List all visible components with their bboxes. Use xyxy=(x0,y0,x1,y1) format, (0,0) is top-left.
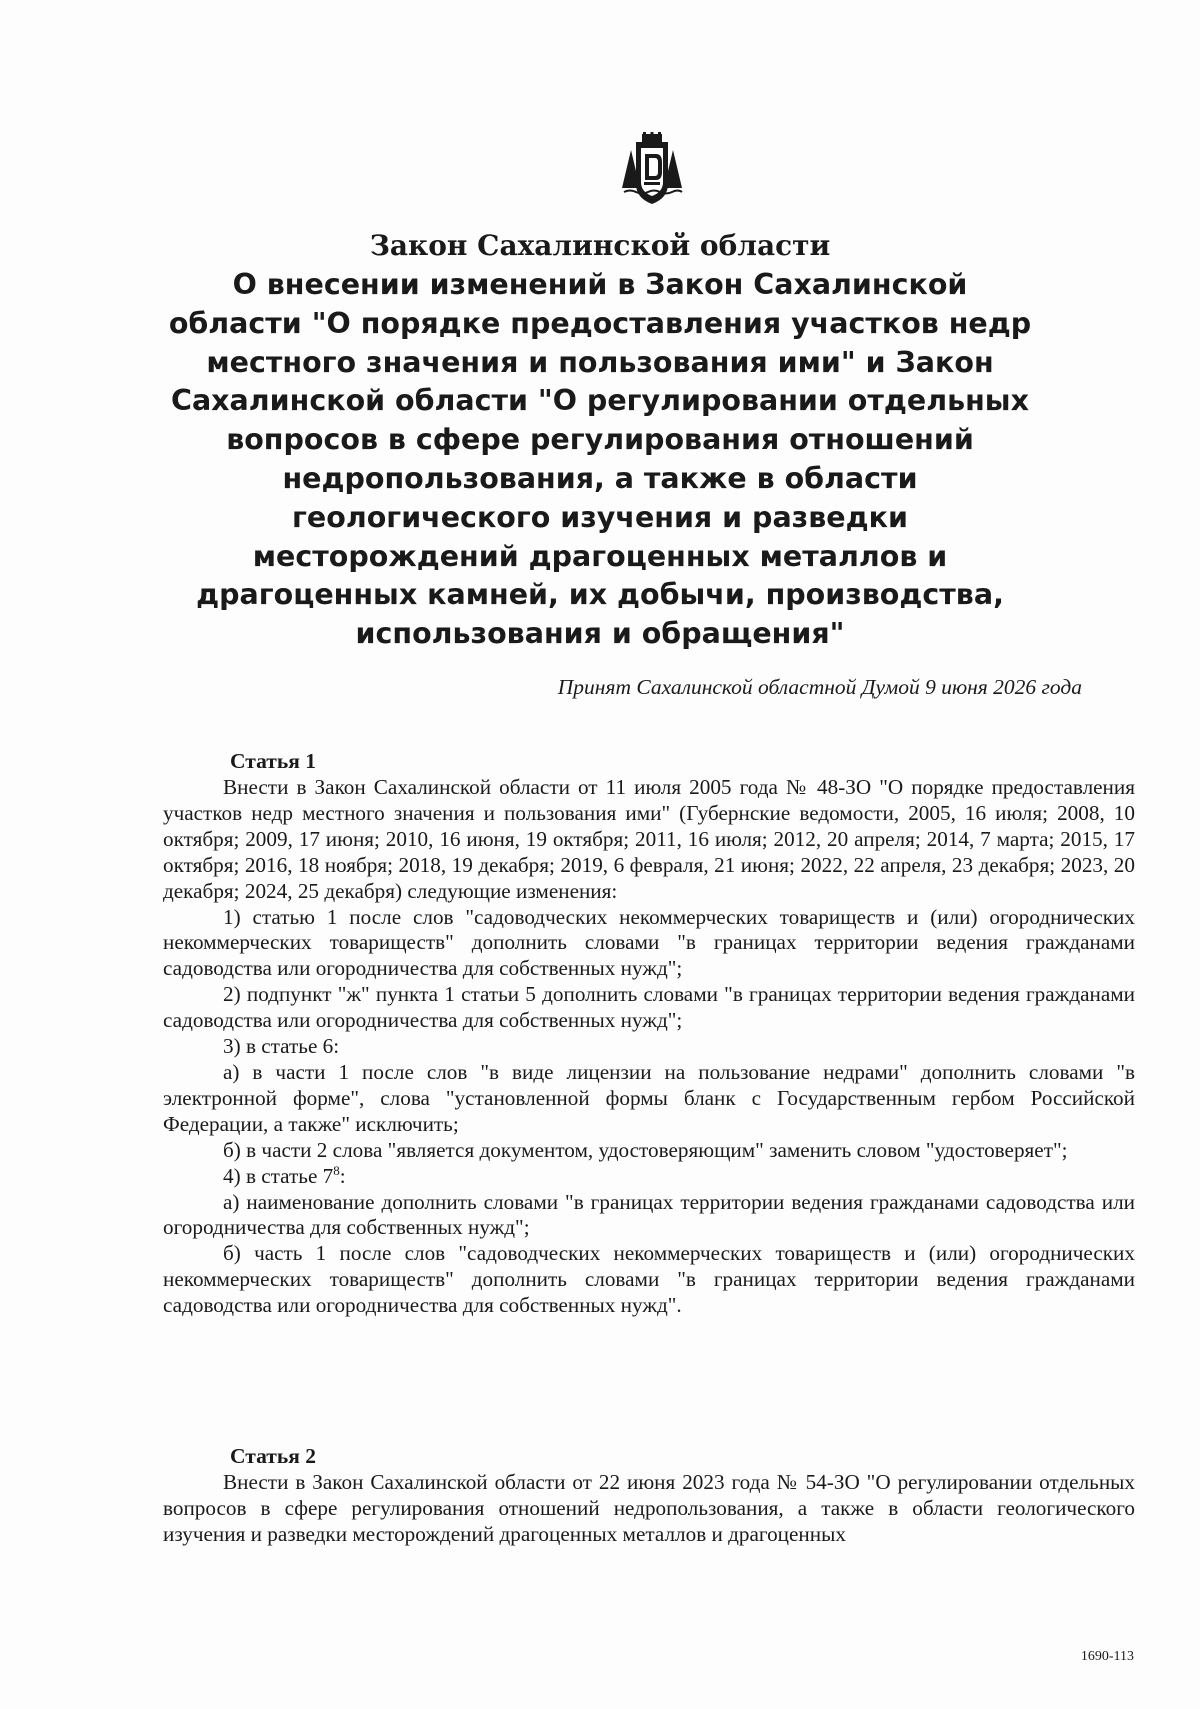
law-subtitle-line: вопросов в сфере регулирования отношений xyxy=(226,423,974,457)
article-paragraph: 1) статью 1 после слов "садоводческих некоммерческих товариществ и (или) огороднических некоммерческих товариществ" дополнить словами "в границах территории ведения гражданами садоводства или огородничества для собственных нужд"; xyxy=(163,904,1135,981)
article-paragraph-text: 4) в статье 7 xyxy=(223,1163,334,1188)
article-paragraph: Внести в Закон Сахалинской области от 11 июля 2005 года № 48-ЗО "О порядке предоставления участков недр местного значения и пользования ими" (Губернские ведомости, 2005, 16 июля; 2008, 10 октября; 2009, 17 июня; 2010, 16 июня, 19 октября; 2011, 16 июля; 2012, 20 апреля; 2014, 7 марта; 2015, 17 октября; 2016, 18 ноября; 2018, 19 декабря; 2019, 6 февраля, 21 июня; 2022, 22 апреля, 23 декабря; 2023, 20 декабря; 2024, 25 декабря) следующие изменения: xyxy=(163,775,1135,903)
law-subtitle-line: области "О порядке предоставления участков недр xyxy=(168,306,1032,340)
article-paragraph: а) в части 1 после слов "в виде лицензии на пользование недрами" дополнить словами "в электронной форме", слова "установленной формы бланк с Государственным гербом Российской Федерации, а также" исключить; xyxy=(163,1059,1135,1136)
article-2 xyxy=(163,1443,1135,1548)
law-subtitle-line: геологического изучения и разведки xyxy=(292,500,908,534)
article-paragraph-punct: : xyxy=(339,1163,346,1188)
article-heading: Статья 1 xyxy=(230,749,316,773)
law-subtitle-line: использования и обращения" xyxy=(355,617,845,651)
article-heading: Статья 2 xyxy=(230,1444,316,1468)
law-subtitle-line: недропользования, а также в области xyxy=(282,461,918,495)
law-subtitle-line: местного значения и пользования ими" и Закон xyxy=(206,345,994,379)
law-subtitle-line: месторождений драгоценных металлов и xyxy=(252,539,948,573)
title-block xyxy=(150,226,1050,654)
law-subtitle-line: драгоценных камней, их добычи, производства, xyxy=(196,578,1004,612)
article-paragraph: Внести в Закон Сахалинской области от 22 июня 2023 года № 54-ЗО "О регулировании отдельных вопросов в сфере регулирования отношений недропользования, а также в области геологического изучения и разведки месторождений драгоценных металлов и драгоценных xyxy=(163,1470,1135,1546)
law-subtitle-line: О внесении изменений в Закон Сахалинской xyxy=(232,268,968,301)
law-subtitle-line: Сахалинской области "О регулировании отдельных xyxy=(171,384,1029,418)
adoption-note: Принят Сахалинской областной Думой 9 июня 2026 года xyxy=(557,675,1082,699)
superscript-number: 8 xyxy=(333,1162,340,1178)
article-paragraph: 3) в статье 6: xyxy=(223,1034,340,1059)
article-paragraph: б) в части 2 слова "является документом, удостоверяющим" заменить словом "удостоверяет"; xyxy=(223,1137,1068,1162)
article-paragraph: а) наименование дополнить словами "в границах территории ведения гражданами садоводства или огородничества для собственных нужд"; xyxy=(163,1189,1135,1240)
article-paragraph: б) часть 1 после слов "садоводческих некоммерческих товариществ и (или) огороднических некоммерческих товариществ" дополнить словами "в границах территории ведения гражданами садоводства или огородничества для собственных нужд". xyxy=(163,1241,1135,1318)
article-1 xyxy=(163,748,1135,1319)
sakhalin-coat-of-arms-icon xyxy=(620,132,684,208)
page-code: 1690-113 xyxy=(1080,1649,1134,1664)
article-paragraph xyxy=(163,1164,1135,1190)
law-title: Закон Сахалинской области xyxy=(369,229,831,262)
article-paragraph: 2) подпункт "ж" пункта 1 статьи 5 дополнить словами "в границах территории ведения гражданами садоводства или огородничества для собственных нужд"; xyxy=(163,982,1135,1033)
